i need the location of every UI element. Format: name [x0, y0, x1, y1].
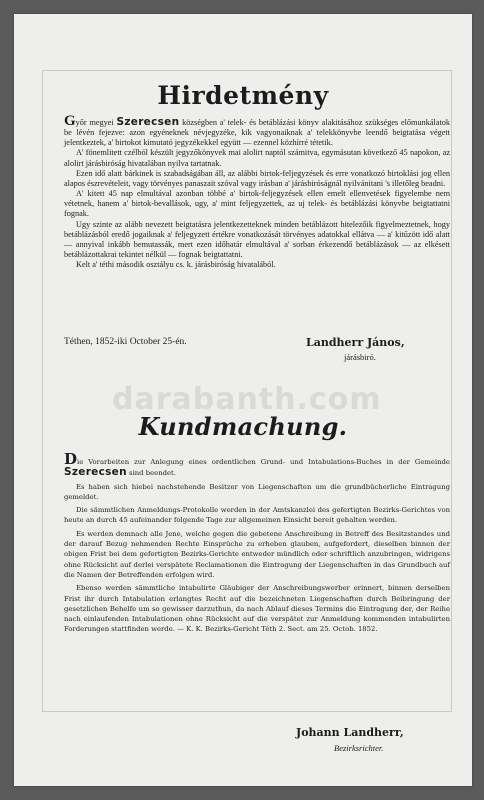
- hungarian-paragraph-5: Ugy szinte az alább nevezett beigtatásra jelentkezetteknek minden betáblázott hitelezőik figyelmeztetnek, hogy betáblázásból eredő jogaiknak a' feljegyzett értékre vonatkozását törvényes adatokkal ellátva — a' kitűzött idő alatt — annyival inkább bemutassák, mert ezen időhatár elmultával a' sorban érkezendő betáblázások — az elkésett betáblázottakrai tekintet nélkül — fognak beigtattatni.: [64, 219, 450, 260]
- hungarian-paragraph-3: Ezen idő alatt bárkinek is szabadságában áll, az alábbi birtok-feljegyzések és erre vonatkozó birtoklási jog ellen alapos észrevételeit, vagy törvényes panaszait szóval vagy irásban a' járásbiróságnál nyilvánitani 's illetőleg beadni.: [64, 168, 450, 188]
- hungarian-village-name: Szerecsen: [116, 116, 180, 128]
- hungarian-notice-body: [64, 113, 450, 270]
- german-paragraph-4: Es werden demnach alle Jene, welche gegen die gebetene Anschreibung in Betreff des Besitzstandes und der darauf Bezug nehmenden Rechte Einsprüche zu erheben glauben, aufgefordert, dieselben binnen der obigen Frist bei dem gefertigten Bezirks-Gerichte entweder mündlich oder schriftlich anzubringen, widrigens ohne Rücksicht auf derlei verspätete Reclamationen die Eintragung der Liegenschaften in das Grundbuch auf die Namen der Betreffenden erfolgen wird.: [64, 529, 450, 579]
- german-notice-body: [64, 450, 450, 635]
- german-paragraph-5: Ebenso werden sämmtliche intabulirte Gläubiger der Anschreibungswerber erinnert, binnen derselben Frist ihr durch Intabulation erlangtes Recht auf die bezeichneten Liegenschaften durch Beibringung der gesetzlichen Behelfe um so gewisser darzuthun, da nach Ablauf dieses Termins die Eintragung der, der Reihe nach einlaufenden Intabulationen ohne Rücksicht auf die verspätet zur Anmeldung kommenden intabulirten Forderungen stattfinden werde. — K. K. Bezirks-Gericht Téth 2. Sect. am 25. Octob. 1852.: [64, 584, 450, 634]
- hungarian-paragraph-4: A' kitett 45 nap elmultával azonban többé a' birtok-feljegyzések ellen emelt ellenvetések figyelembe nem vétetnek, hanem a' birtok-bevallások, ugy, a' mint feljegyzettek, az uj telek- és betáblázási könyvbe beigtattatni fognak.: [64, 189, 450, 219]
- german-paragraph-1: Die Vorarbeiten zur Anlegung eines ordentlichen Grund- und Intabulations-Buches in der Gemeinde Szerecsen sind beendet.: [64, 450, 450, 479]
- hungarian-drop-cap: G: [64, 113, 76, 129]
- german-signature: Johann Landherr,: [296, 726, 404, 739]
- poster-sheet: [14, 14, 472, 786]
- german-village-name: Szerecsen: [64, 466, 127, 479]
- hungarian-signature-title: járásbiró.: [344, 352, 376, 362]
- hungarian-title: Hirdetmény: [157, 81, 329, 110]
- german-paragraph-2: Es haben sich hiebei nachstehende Besitzer von Liegenschaften um die grundbücherliche Eintragung gemeldet.: [64, 482, 450, 501]
- watermark: darabanth.com: [112, 382, 382, 417]
- german-title: Kundmachung.: [138, 412, 348, 441]
- german-paragraph-3: Die sämmtlichen Anmeldungs-Protokolle werden in der Amtskanzlei des gefertigten Bezirks-Gerichtes von heute an durch 45 aufeinander folgende Tage zur allgemeinen Einsicht bereit gehalten werden.: [64, 506, 450, 525]
- hungarian-paragraph-6: Kelt a' téthi második osztályu cs. k. járásbiróság hivatalából.: [76, 260, 276, 270]
- german-drop-cap: D: [64, 450, 78, 468]
- hungarian-place-date: Téthen, 1852-iki October 25-én.: [64, 337, 187, 347]
- hungarian-signature: Landherr János,: [306, 336, 405, 349]
- hungarian-paragraph-1: Győr megyei Szerecsen községben a' telek- és betáblázási könyv alakitásához szükséges előmunkálatok be lévén fejezve: azon egyéneknek névjegyzéke, kik vagyonaiknak a' telekkönyvbe leendő beigtatása végett jelentkeztek, a' birtokot kimutató jegyzékekkel együtt — ezennel közhírré tétetik.: [64, 113, 450, 148]
- hungarian-paragraph-2: A' fönemlitett czélból készült jegyzőkönyvek mai alolirt naptól számitva, egymásutan következő 45 napokon, az alolirt járásbiróság hivatalában nyilva tartatnak.: [64, 148, 450, 168]
- german-signature-title: Bezirksrichter.: [334, 743, 384, 753]
